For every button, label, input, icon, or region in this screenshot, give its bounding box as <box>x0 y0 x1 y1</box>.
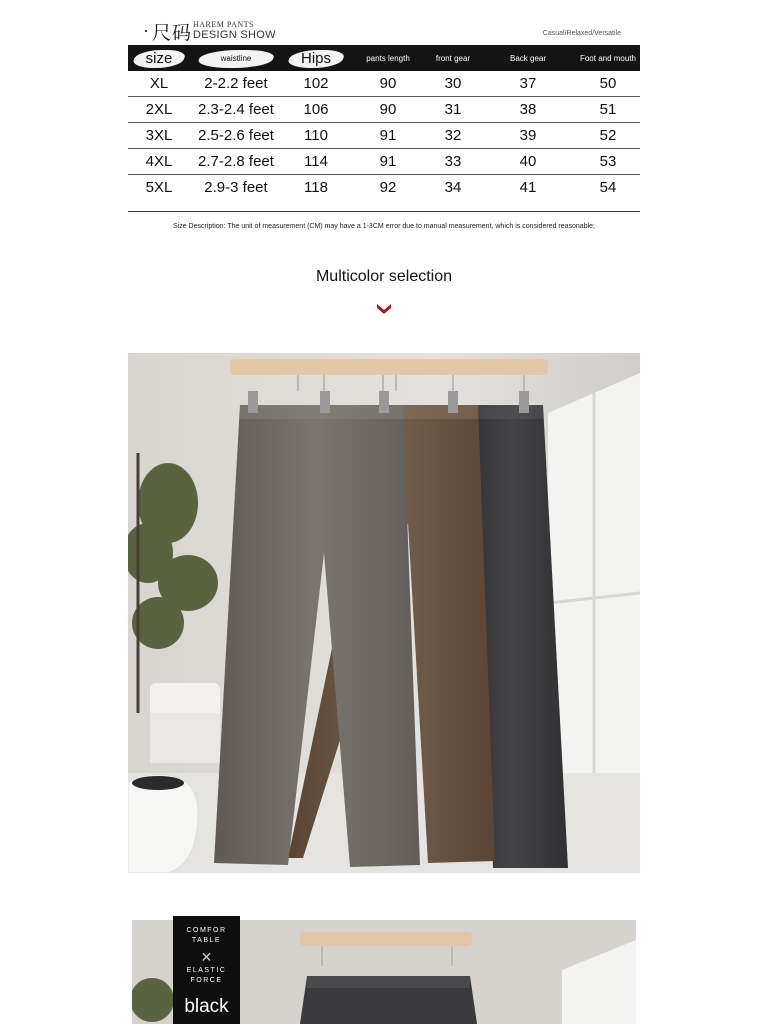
table-row <box>128 149 640 175</box>
cell-size: 5XL <box>128 175 190 212</box>
cell-hips: 106 <box>282 97 350 123</box>
bullet-dot: · <box>143 20 149 40</box>
col-header-front-gear: front gear <box>426 45 480 71</box>
size-title-cn: 尺码 <box>152 22 193 44</box>
cell-size: 3XL <box>128 123 190 149</box>
cell-size: XL <box>128 71 190 97</box>
cross-icon: ✕ <box>200 949 213 965</box>
badge-comfortable: COMFOR TABLE <box>186 927 227 944</box>
cell-size: 4XL <box>128 149 190 175</box>
cell-back-gear: 37 <box>480 71 576 97</box>
col-header-pants-length: pants length <box>350 45 426 71</box>
table-header-row <box>128 45 640 71</box>
multicolor-heading: Multicolor selection <box>315 268 453 285</box>
col-header-waistline: waistline <box>190 45 282 71</box>
cell-pants-length: 90 <box>350 71 426 97</box>
table-row <box>128 97 640 123</box>
style-tagline: Casual/Relaxed/Versatile <box>542 30 621 37</box>
cell-foot-mouth: 54 <box>576 175 640 212</box>
cell-front-gear: 33 <box>426 149 480 175</box>
brand-line-2: DESIGN SHOW <box>193 29 276 41</box>
cell-pants-length: 92 <box>350 175 426 212</box>
size-description-note: Size Description: The unit of measurement (CM) may have a 1-3CM error due to manual measurement, which is considered reasonable; <box>172 223 595 230</box>
cell-pants-length: 90 <box>350 97 426 123</box>
cell-waistline: 2.5-2.6 feet <box>190 123 282 149</box>
col-header-size: size <box>128 45 190 71</box>
cell-front-gear: 31 <box>426 97 480 123</box>
cell-hips: 110 <box>282 123 350 149</box>
cell-foot-mouth: 51 <box>576 97 640 123</box>
cell-hips: 102 <box>282 71 350 97</box>
cell-waistline: 2.7-2.8 feet <box>190 149 282 175</box>
size-chart-table <box>128 45 640 212</box>
cell-foot-mouth: 52 <box>576 123 640 149</box>
cell-front-gear: 34 <box>426 175 480 212</box>
cell-pants-length: 91 <box>350 149 426 175</box>
cell-waistline: 2-2.2 feet <box>190 71 282 97</box>
cell-pants-length: 91 <box>350 123 426 149</box>
table-row <box>128 71 640 97</box>
feature-badge <box>173 916 240 1024</box>
cell-hips: 114 <box>282 149 350 175</box>
table-row <box>128 175 640 212</box>
cell-waistline: 2.9-3 feet <box>190 175 282 212</box>
cell-front-gear: 32 <box>426 123 480 149</box>
col-header-hips: Hips <box>282 45 350 71</box>
cell-back-gear: 39 <box>480 123 576 149</box>
cell-foot-mouth: 53 <box>576 149 640 175</box>
product-photo-multicolor <box>128 353 640 873</box>
cell-back-gear: 40 <box>480 149 576 175</box>
cell-size: 2XL <box>128 97 190 123</box>
chevron-down-icon <box>376 302 392 316</box>
col-header-back-gear: Back gear <box>480 45 576 71</box>
cell-back-gear: 41 <box>480 175 576 212</box>
col-header-foot-mouth: Foot and mouth <box>576 45 640 71</box>
cell-foot-mouth: 50 <box>576 71 640 97</box>
cell-front-gear: 30 <box>426 71 480 97</box>
table-row <box>128 123 640 149</box>
cell-waistline: 2.3-2.4 feet <box>190 97 282 123</box>
cell-back-gear: 38 <box>480 97 576 123</box>
size-header <box>143 18 623 42</box>
cell-hips: 118 <box>282 175 350 212</box>
badge-elastic: ELASTIC FORCE <box>186 967 227 984</box>
badge-color-name: black <box>184 996 229 1017</box>
brand-line-1: HAREM PANTS <box>193 20 254 29</box>
